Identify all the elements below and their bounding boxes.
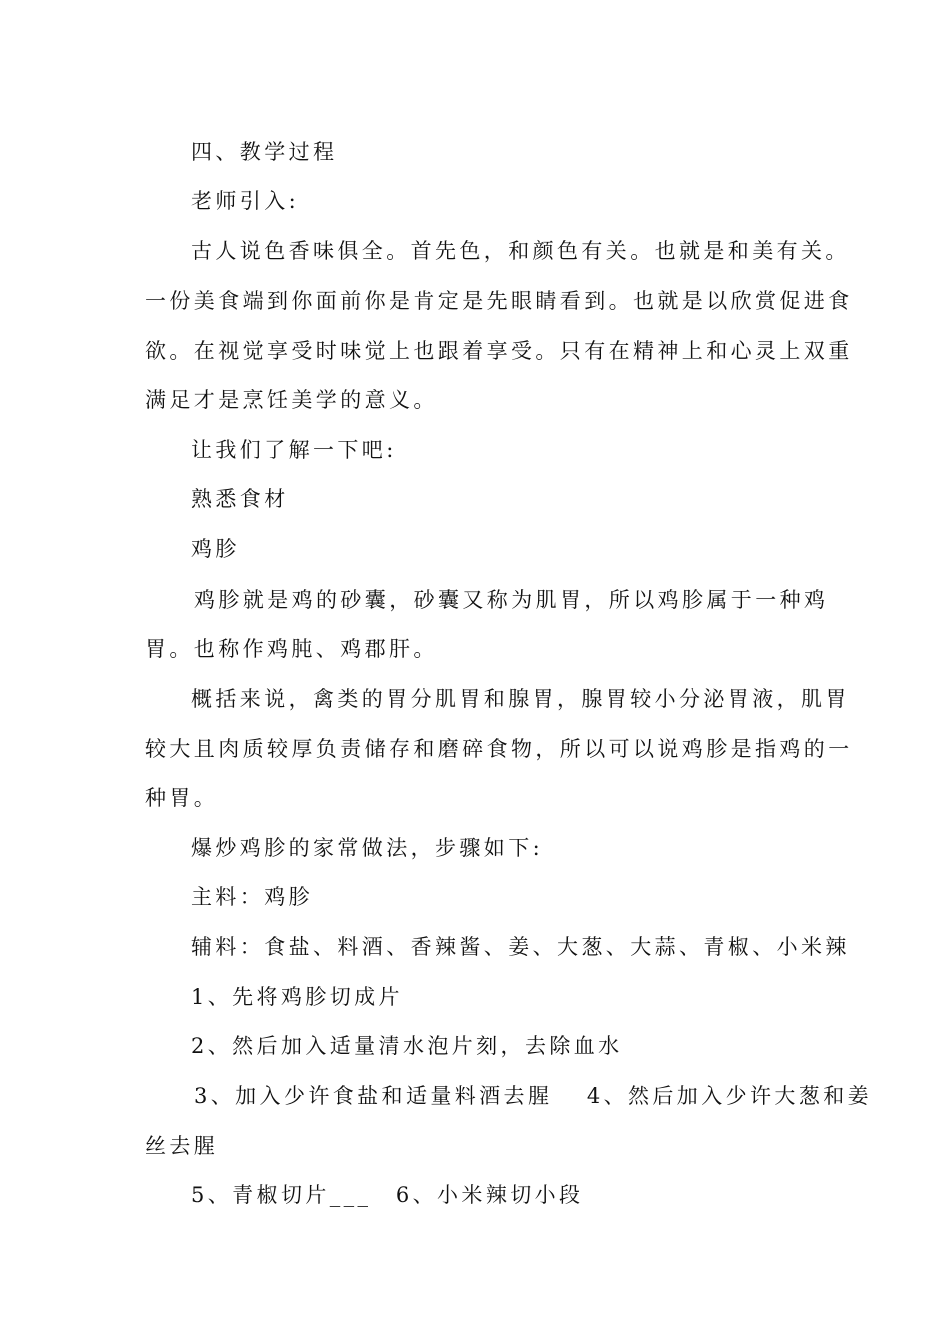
paragraph-line: 欲。在视觉享受时味觉上也跟着享受。只有在精神上和心灵上双重 <box>145 339 853 363</box>
lead-in-text: 让我们了解一下吧: <box>191 438 397 462</box>
recipe-step: 1、先将鸡胗切成片 <box>191 985 403 1009</box>
ingredient-name: 鸡胗 <box>191 537 240 561</box>
recipe-step: 5、青椒切片___ 6、小米辣切小段 <box>191 1183 584 1207</box>
recipe-step: 2、然后加入适量清水泡片刻，去除血水 <box>191 1034 623 1058</box>
paragraph-line: 较大且肉质较厚负责储存和磨碎食物，所以可以说鸡胗是指鸡的一 <box>145 737 853 761</box>
paragraph-line: 满足才是烹饪美学的意义。 <box>145 388 438 412</box>
paragraph-line: 种胃。 <box>145 786 219 810</box>
recipe-title: 爆炒鸡胗的家常做法，步骤如下: <box>191 836 544 860</box>
main-ingredient: 主料：鸡胗 <box>191 885 313 909</box>
intro-label: 老师引入: <box>191 189 300 213</box>
paragraph-line: 古人说色香味俱全。首先色，和颜色有关。也就是和美有关。 <box>191 239 850 263</box>
paragraph-line: 概括来说，禽类的胃分肌胃和腺胃，腺胃较小分泌胃液，肌胃 <box>191 687 850 711</box>
section-heading: 四、教学过程 <box>191 140 338 164</box>
paragraph-line: 鸡胗就是鸡的砂囊，砂囊又称为肌胃，所以鸡胗属于一种鸡 <box>194 588 829 612</box>
aux-ingredients: 辅料：食盐、料酒、香辣酱、姜、大葱、大蒜、青椒、小米辣 <box>191 935 850 959</box>
paragraph-line: 一份美食端到你面前你是肯定是先眼睛看到。也就是以欣赏促进食 <box>145 289 853 313</box>
recipe-step: 3、加入少许食盐和适量料酒去腥 4、然后加入少许大葱和姜 <box>194 1084 872 1108</box>
paragraph-line: 胃。也称作鸡肫、鸡郡肝。 <box>145 637 438 661</box>
recipe-step: 丝去腥 <box>145 1134 219 1158</box>
section-title: 熟悉食材 <box>191 487 289 511</box>
